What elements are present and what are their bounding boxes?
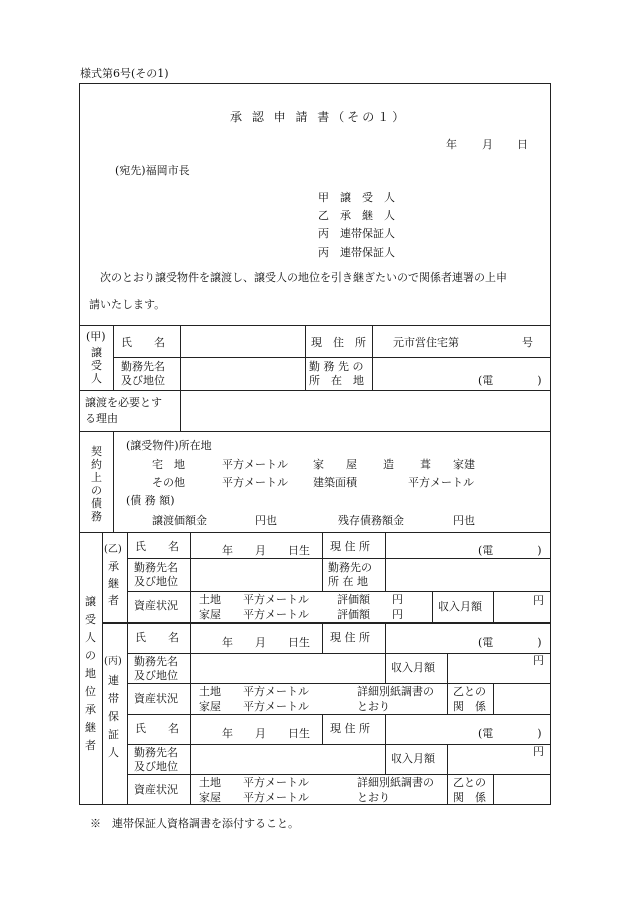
divider [385, 622, 386, 653]
building-area: 建築面積 [313, 476, 357, 489]
hei2-rel-1: 乙との [453, 776, 486, 789]
ko-work-label-1: 勤務先名 [121, 360, 165, 373]
contract-label-char: 債 [91, 497, 102, 510]
party-hei-2: 丙 連帯保証人 [318, 246, 395, 259]
successor-label-char: 継 [85, 721, 96, 734]
ko-work-addr-1: 勤 務 先 の [309, 360, 364, 373]
divider [79, 390, 551, 391]
otsu-income-label: 収入月額 [438, 600, 482, 613]
hei2-asset-label: 資産状況 [134, 783, 178, 796]
divider [127, 532, 128, 805]
hei2-income-unit: 円 [533, 745, 544, 758]
hei1-birth[interactable]: 年 月 日生 [222, 636, 310, 649]
hei-label-top: (丙) [104, 656, 122, 667]
hei1-work-label-2: 及び地位 [134, 669, 178, 682]
reason-label-2: る理由 [85, 412, 118, 425]
property-other-unit: 平方メートル [222, 476, 288, 489]
divider [79, 325, 551, 326]
divider [432, 591, 433, 622]
contract-label-char: 契 [91, 445, 102, 458]
property-roof: 葺 [420, 458, 431, 471]
hei1-income-unit: 円 [533, 654, 544, 667]
transfer-price: 譲渡価額金 [152, 514, 207, 527]
ko-label-char: 人 [91, 372, 102, 385]
divider [79, 431, 551, 432]
hei2-rel-2: 関 係 [453, 791, 486, 804]
ko-work-label-2: 及び地位 [121, 374, 165, 387]
otsu-label-char: 承 [108, 560, 119, 573]
ko-name-label: 氏 名 [121, 336, 165, 349]
otsu-name-label: 氏 名 [135, 540, 179, 553]
contract-label-char: の [91, 484, 102, 497]
form-title: 承 認 申 請 書（その１） [230, 110, 408, 124]
divider [447, 653, 448, 714]
hei-label-char: 帯 [108, 692, 119, 705]
contract-label-char: 務 [91, 510, 102, 523]
property-floors: 家建 [453, 458, 475, 471]
hei2-land: 土地 平方メートル [199, 776, 309, 789]
divider [385, 532, 386, 591]
body-line-2: 請いたします。 [89, 298, 166, 311]
hei1-address-label: 現 住 所 [330, 631, 370, 644]
otsu-label-top: (乙) [104, 544, 122, 555]
hei1-detail-2: とおり [357, 700, 390, 713]
hei1-work-label-1: 勤務先名 [134, 655, 178, 668]
divider [385, 653, 386, 683]
otsu-asset-label: 資産状況 [134, 599, 178, 612]
successor-label-char: 譲 [85, 595, 96, 608]
otsu-address-label: 現 住 所 [330, 540, 370, 553]
divider [493, 683, 494, 714]
divider [322, 532, 323, 591]
successor-label-char: 承 [85, 703, 96, 716]
date-month[interactable]: 月 [482, 138, 493, 151]
divider [447, 744, 448, 805]
otsu-work-label-2: 及び地位 [134, 575, 178, 588]
hei-label-char: 連 [108, 674, 119, 687]
hei1-income-label: 収入月額 [391, 661, 435, 674]
divider [190, 714, 191, 805]
property-land: 宅 地 [152, 458, 185, 471]
otsu-work-addr-2: 所 在 地 [328, 575, 368, 588]
hei2-birth[interactable]: 年 月 日生 [222, 727, 310, 740]
hei-label-char: 人 [108, 746, 119, 759]
otsu-land: 土地 平方メートル [199, 593, 309, 606]
successor-label-char: 者 [85, 739, 96, 752]
ko-label-char: 受 [91, 359, 102, 372]
contract-label-char: 約 [91, 458, 102, 471]
hei-label-char: 保 [108, 710, 119, 723]
otsu-work-label-1: 勤務先名 [134, 561, 178, 574]
divider [190, 622, 191, 714]
divider [493, 591, 494, 622]
otsu-house: 家屋 平方メートル [199, 608, 309, 621]
hei2-detail-2: とおり [357, 791, 390, 804]
hei1-rel-1: 乙との [453, 685, 486, 698]
divider [102, 532, 103, 805]
divider [385, 714, 386, 744]
hei2-detail-1: 詳細別紙調書の [357, 776, 434, 789]
otsu-work-addr-1: 勤務先の [328, 561, 372, 574]
divider [322, 622, 323, 653]
hei1-asset-label: 資産状況 [134, 692, 178, 705]
hei1-tel[interactable]: (電 ) [478, 636, 542, 649]
hei2-house: 家屋 平方メートル [199, 791, 309, 804]
divider [79, 532, 551, 533]
divider [190, 532, 191, 622]
hei-label-char: 証 [108, 728, 119, 741]
addressee: (宛先)福岡市長 [115, 164, 190, 177]
divider [493, 774, 494, 805]
ko-label-char: 譲 [91, 346, 102, 359]
property-land-unit: 平方メートル [222, 458, 288, 471]
hei2-tel[interactable]: (電 ) [478, 727, 542, 740]
party-ko: 甲 譲 受 人 [318, 191, 395, 204]
party-otsu: 乙 承 継 人 [318, 209, 395, 222]
reason-label-1: 譲渡を必要とす [85, 396, 162, 409]
property-construction: 造 [383, 458, 394, 471]
date-day[interactable]: 日 [517, 138, 528, 151]
hei1-house: 家屋 平方メートル [199, 700, 309, 713]
hei2-name-label: 氏 名 [135, 722, 179, 735]
hei2-work-label-2: 及び地位 [134, 760, 178, 773]
successor-label-char: 受 [85, 613, 96, 626]
otsu-label-char: 継 [108, 577, 119, 590]
remaining-debt: 残存債務額金 [338, 514, 404, 527]
property-heading: (譲受物件)所在地 [126, 439, 212, 452]
hei2-address-label: 現 住 所 [330, 722, 370, 735]
contract-label-char: 上 [91, 471, 102, 484]
divider [385, 744, 386, 774]
divider [113, 357, 551, 358]
successor-label-char: 位 [85, 685, 96, 698]
hei2-income-label: 収入月額 [391, 752, 435, 765]
divider [102, 622, 551, 624]
otsu-eval-1: 評価額 円 [337, 593, 403, 606]
footnote: ※ 連帯保証人資格調書を添付すること。 [90, 817, 299, 830]
ko-address-label: 現 住 所 [311, 336, 366, 349]
ko-address-value: 元市営住宅第 [393, 336, 459, 349]
otsu-income-unit: 円 [533, 594, 544, 607]
hei1-name-label: 氏 名 [135, 631, 179, 644]
successor-label-char: 人 [85, 631, 96, 644]
otsu-birth[interactable]: 年 月 日生 [222, 544, 310, 557]
hei1-rel-2: 関 係 [453, 700, 486, 713]
ko-label-top: (甲) [86, 330, 106, 343]
debt-heading: (債 務 額) [126, 494, 175, 507]
hei1-detail-1: 詳細別紙調書の [357, 685, 434, 698]
remaining-debt-unit: 円也 [453, 514, 475, 527]
divider [180, 390, 181, 431]
date-year[interactable]: 年 [446, 138, 457, 151]
otsu-tel[interactable]: (電 ) [478, 544, 542, 557]
party-hei-1: 丙 連帯保証人 [318, 227, 395, 240]
successor-label-char: 地 [85, 667, 96, 680]
form-number: 様式第6号(その1) [80, 67, 169, 80]
body-line-1: 次のとおり譲受物件を譲渡し、譲受人の地位を引き継ぎたいので関係者連署の上申 [100, 271, 507, 284]
hei1-land: 土地 平方メートル [199, 685, 309, 698]
divider [322, 714, 323, 744]
otsu-eval-2: 評価額 円 [337, 608, 403, 621]
ko-address-no: 号 [522, 336, 533, 349]
building-area-unit: 平方メートル [408, 476, 474, 489]
ko-work-addr-2: 所 在 地 [309, 374, 364, 387]
successor-label-char: の [85, 649, 96, 662]
divider [113, 431, 114, 532]
hei2-work-label-1: 勤務先名 [134, 746, 178, 759]
transfer-price-unit: 円也 [255, 514, 277, 527]
property-house: 家 屋 [313, 458, 357, 471]
ko-tel[interactable]: (電 ) [478, 374, 542, 387]
otsu-label-char: 者 [108, 594, 119, 607]
property-other: その他 [152, 476, 185, 489]
